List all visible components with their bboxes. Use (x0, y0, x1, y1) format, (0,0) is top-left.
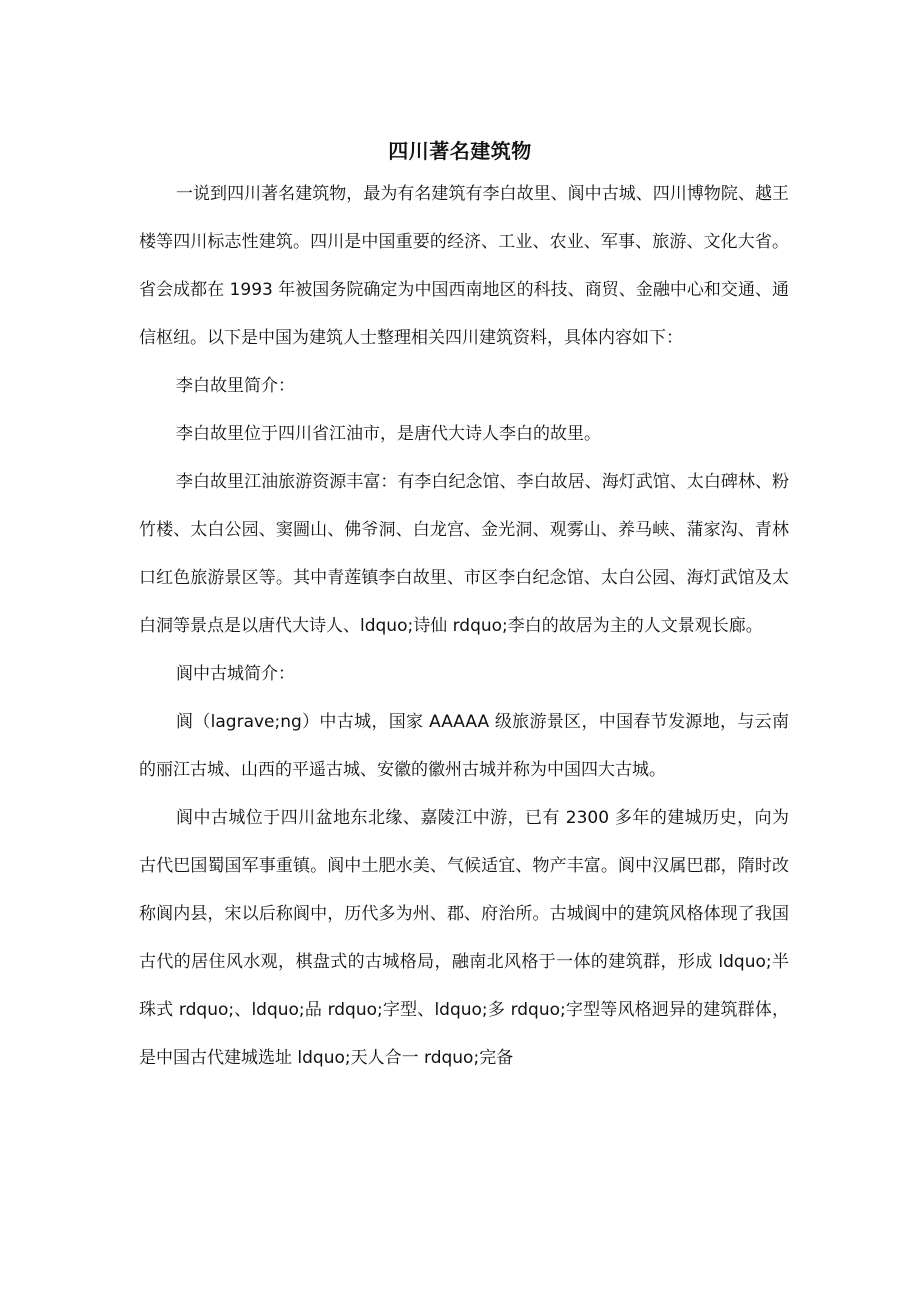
langzhong-intro-paragraph: 阆（lagrave;ng）中古城，国家 AAAAA 级旅游景区，中国春节发源地，与云南的丽江古城、山西的平遥古城、安徽的徽州古城并称为中国四大古城。 (139, 712, 789, 780)
langzhong-history-paragraph: 阆中古城位于四川盆地东北缘、嘉陵江中游，已有 2300 多年的建城历史，向为古代巴国蜀国军事重镇。阆中土肥水美、气候适宜、物产丰富。阆中汉属巴郡，隋时改称阆内县，宋以后称阆中，历代多为州、郡、府治所。古城阆中的建筑风格体现了我国古代的居住风水观，棋盘式的古城格局，融南北风格于一体的建筑群，形成 ldquo;半珠式 rdquo;、ldquo;品 rdquo;字型、ldquo;多 rdquo;字型等风格迥异的建筑群体，是中国古代建城选址 ldquo;天人合一 rdquo;完备 (139, 808, 789, 1068)
section-heading-libai: 李白故里简介： (176, 376, 295, 396)
section-heading-langzhong: 阆中古城简介： (176, 664, 295, 684)
libai-location-paragraph: 李白故里位于四川省江油市，是唐代大诗人李白的故里。 (176, 424, 601, 444)
page-title: 四川著名建筑物 (388, 139, 532, 164)
libai-resources-paragraph: 李白故里江油旅游资源丰富：有李白纪念馆、李白故居、海灯武馆、太白碑林、粉竹楼、太白公园、窦圌山、佛爷洞、白龙宫、金光洞、观雾山、养马峡、蒲家沟、青林口红色旅游景区等。其中青莲镇李白故里、市区李白纪念馆、太白公园、海灯武馆及太白洞等景点是以唐代大诗人、ldquo;诗仙 rdquo;李白的故居为主的人文景观长廊。 (139, 472, 789, 636)
intro-paragraph: 一说到四川著名建筑物，最为有名建筑有李白故里、阆中古城、四川博物院、越王楼等四川标志性建筑。四川是中国重要的经济、工业、农业、军事、旅游、文化大省。省会成都在 1993 年被国务院确定为中国西南地区的科技、商贸、金融中心和交通、通信枢纽。以下是中国为建筑人士整理相关四川建筑资料，具体内容如下： (139, 184, 789, 348)
document-body (139, 170, 789, 1082)
